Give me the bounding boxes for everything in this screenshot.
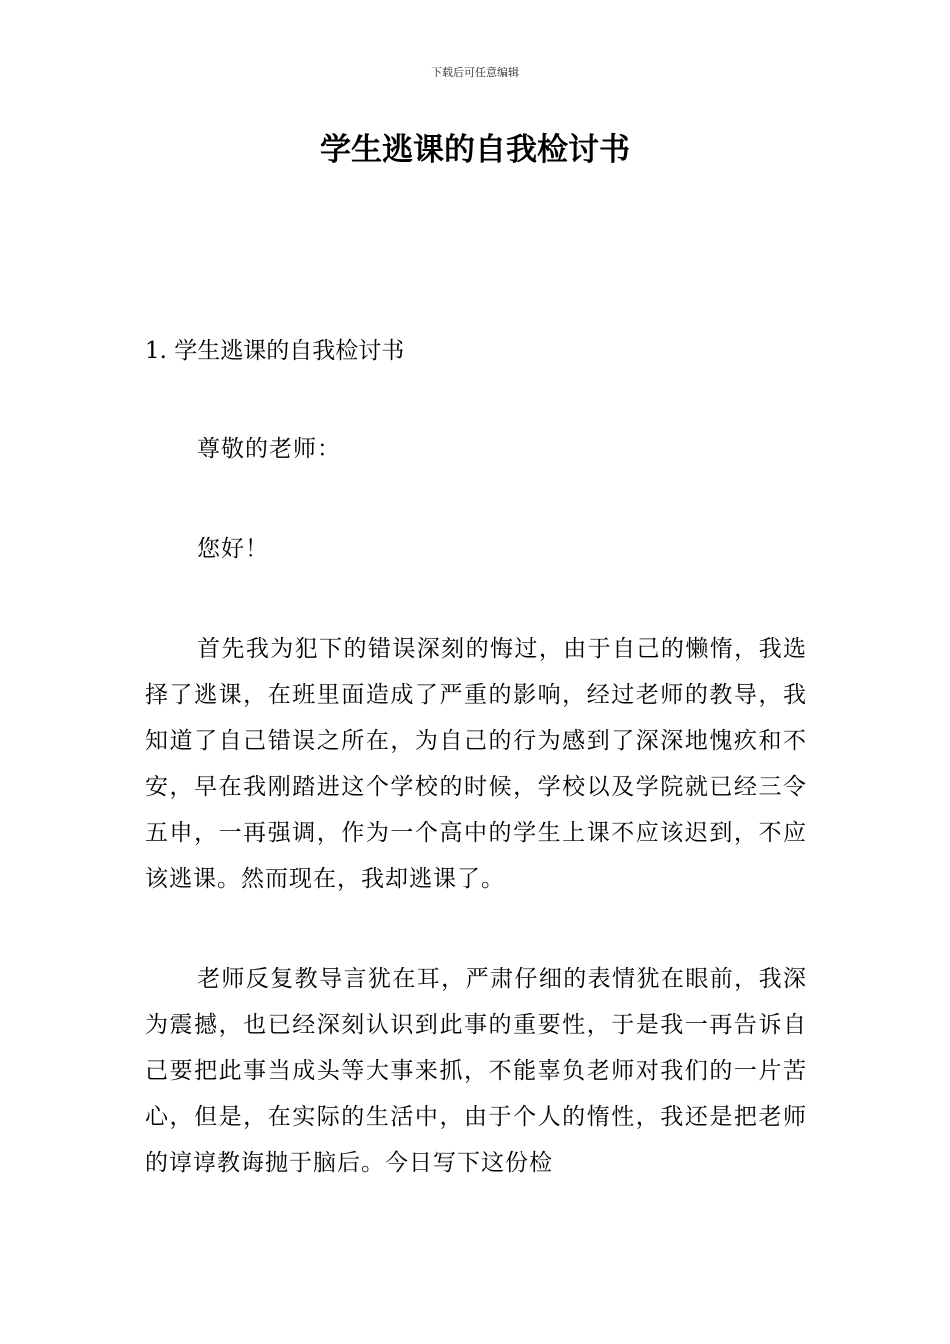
document-title: 学生逃课的自我检讨书: [320, 132, 630, 168]
body-paragraph-1: 首先我为犯下的错误深刻的悔过，由于自己的懒惰，我选择了逃课，在班里面造成了严重的影响，经过老师的教导，我知道了自己错误之所在，为自己的行为感到了深深地愧疚和不安，早在我刚踏进这个学校的时候，学校以及学院就已经三令五申，一再强调，作为一个高中的学生上课不应该迟到，不应该逃课。然而现在，我却逃课了。: [145, 636, 807, 892]
document-body: [145, 328, 807, 1240]
greeting: 您好！: [197, 536, 269, 562]
salutation: 尊敬的老师：: [197, 436, 341, 462]
body-paragraph-2: 老师反复教导言犹在耳，严肃仔细的表情犹在眼前，我深为震撼，也已经深刻认识到此事的重要性，于是我一再告诉自己要把此事当成头等大事来抓，不能辜负老师对我们的一片苦心，但是，在实际的生活中，由于个人的惰性，我还是把老师的谆谆教诲抛于脑后。今日写下这份检: [145, 966, 807, 1176]
header-note: 下载后可任意编辑: [431, 66, 519, 79]
section-heading: 1. 学生逃课的自我检讨书: [145, 338, 405, 364]
